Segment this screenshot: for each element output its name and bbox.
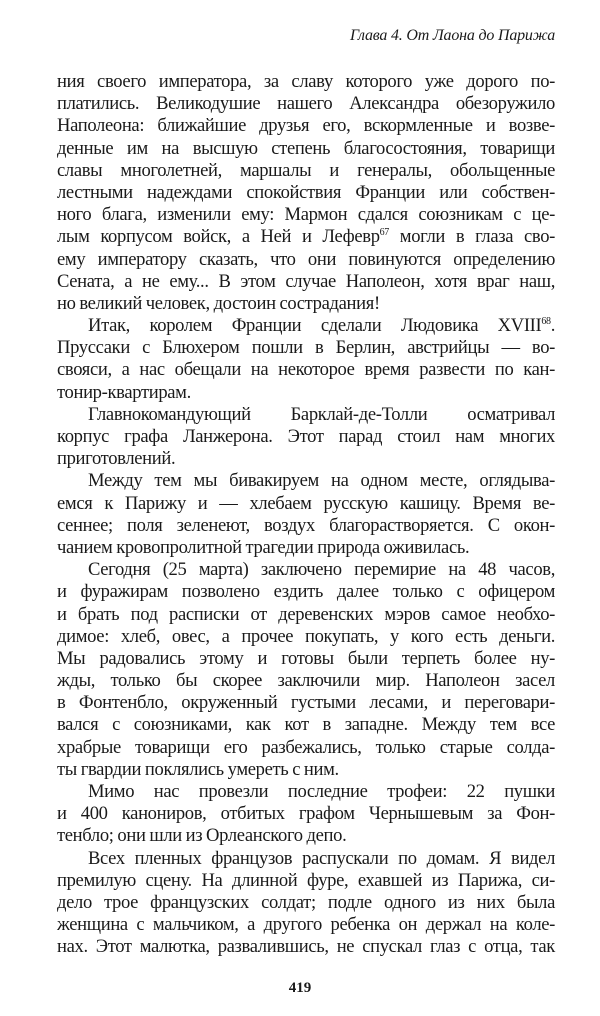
text-line-main: Сегодня (25 марта) заключено перемирие на 48 часов, [88,559,555,581]
text-line-main: лестными надеждами спокойствия Франции или собствен- [57,181,555,203]
text-line [57,848,555,870]
footnote-ref: 67 [379,227,389,239]
text-line [57,160,555,182]
text-line-main: славы многолетней, маршалы и генералы, обольщенные [57,159,555,181]
text-line-main: корпус графа Ланжерона. Этот парад стоил нам многих [57,426,555,447]
text-line-main: Итак, королем Франции сделали Людовика XVIII [88,315,542,337]
text-line [57,781,555,803]
text-line [57,803,555,825]
text-line [57,182,555,204]
text-line [57,271,555,293]
text-line [57,692,555,714]
text-line-main: Мы радовались этому и готовы были терпеть более ну- [57,647,555,669]
text-line-main: в Фонтенбло, окруженный густыми лесами, и переговари- [57,692,555,714]
text-line [57,892,555,914]
text-line-main: лым корпусом войск, а Ней и Лефевр [57,226,380,248]
text-line-main: Между тем мы бивакируем на одном месте, оглядыва- [88,470,555,492]
text-line [57,870,555,892]
text-line-main: Мимо нас провезли последние трофеи: 22 пушки [88,781,555,802]
text-line-main: жды, только бы скорее заключили мир. Наполеон засел [57,670,555,692]
text-line [57,493,555,515]
running-header: Глава 4. От Лаона до Парижа [349,27,555,44]
text-line [57,93,555,115]
text-line-main: дело трое французских солдат; подле одного из них была [57,891,555,913]
text-line-main: ты гвардии поклялись умереть с ним. [57,758,339,780]
text-line [57,226,555,248]
text-line [57,71,555,93]
text-line [57,249,555,271]
text-line-rest: . [550,315,555,337]
text-line [57,359,555,381]
text-line-main: женщина с мальчиком, а другого ребенка он держал на коле- [57,914,555,936]
text-line-main: Всех пленных французов распускали по домам. Я видел [88,847,555,869]
text-line [57,559,555,581]
text-line [57,138,555,160]
text-line [57,604,555,626]
text-line-main: и фуражирам позволено ездить далее только с офицером [57,581,555,603]
text-line [57,537,555,559]
text-line-main: тенбло; они шли из Орлеанского депо. [57,825,347,847]
text-line [57,581,555,603]
text-line-main: но великий человек, достоин сострадания! [57,292,380,314]
text-line-main: Главнокомандующий Барклай-де-Толли осматривал [88,403,555,425]
page-body-text [57,71,555,959]
text-line [57,470,555,492]
text-line-rest: могли в глаза сво- [388,226,555,248]
text-line [57,626,555,648]
text-line [57,426,555,448]
text-line [57,515,555,537]
text-line [57,737,555,759]
text-line-main: и 400 канониров, отбитых графом Чернышевым за Фон- [57,803,555,825]
footnote-ref: 68 [541,316,551,328]
text-line [57,382,555,404]
text-line [57,293,555,315]
text-line-main: ния своего императора, за славу которого уже дорого по- [57,71,555,92]
text-line-main: платились. Великодушие нашего Александра обезоружило [57,93,555,115]
text-line-main: тонир-квартирам. [57,381,191,403]
text-line-main: Пруссаки с Блюхером пошли в Берлин, австрийцы — во- [57,337,555,359]
text-line-main: ного блага, изменили ему: Мармон сдался союзникам с це- [57,204,555,226]
text-line [57,714,555,736]
page-number: 419 [288,980,312,996]
text-line [57,936,555,958]
text-line-main: димое: хлеб, овес, а прочее покупать, у кого есть деньги. [57,625,555,647]
text-line [57,337,555,359]
text-line [57,759,555,781]
text-line-main: свояси, а нас обещали на некоторое время развести по кан- [57,359,555,381]
text-line-main: Наполеона: ближайшие друзья его, вскормленные и возве- [57,115,555,137]
text-line [57,448,555,470]
text-line-main: и брать под расписки от деревенских мэров самое необхо- [57,603,555,625]
text-line-main: чанием кровопролитной трагедии природа оживилась. [57,536,470,558]
text-line [57,315,555,337]
text-line-main: приготовлений. [57,448,176,470]
text-line-main: вался с союзниками, как кот в западне. Между тем все [57,714,555,736]
text-line-main: храбрые товарищи его разбежались, только старые солда- [57,736,555,758]
text-line-main: емся к Парижу и — хлебаем русскую кашицу. Время ве- [57,492,555,514]
text-line-main: Сената, а не ему... В этом случае Наполеон, хотя враг наш, [57,270,555,292]
text-line-main: нах. Этот малютка, развалившись, не спускал глаз с отца, так [57,936,555,958]
text-line [57,204,555,226]
text-line [57,825,555,847]
text-line [57,648,555,670]
text-line-main: сеннее; поля зеленеют, воздух благорастворяется. С окон- [57,514,555,536]
text-line [57,670,555,692]
text-line [57,914,555,936]
text-line-main: ему императору сказать, что они повинуются определению [57,248,555,270]
text-line-main: премилую сцену. На длинной фуре, ехавшей из Парижа, си- [57,869,555,891]
text-line [57,115,555,137]
text-line-main: денные им на высшую степень благосостояния, товарищи [57,137,555,159]
text-line [57,404,555,426]
